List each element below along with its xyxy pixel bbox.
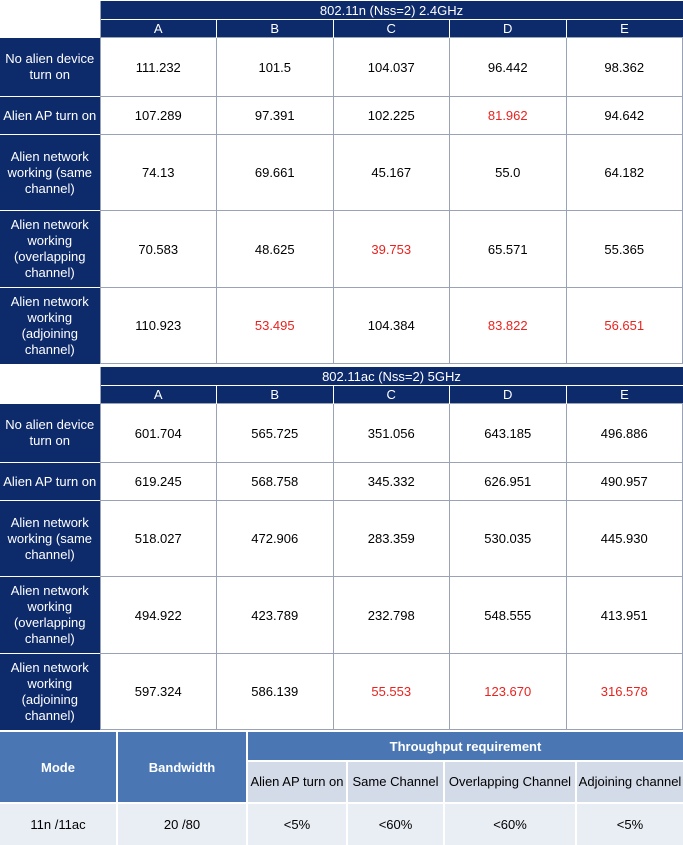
column-header-e: E	[566, 386, 683, 404]
table-cell: <5%	[248, 802, 348, 845]
row-header: Alien network working (same channel)	[0, 501, 100, 577]
table-cell: 64.182	[566, 135, 683, 211]
table-cell: <5%	[577, 802, 683, 845]
row-header: No alien device turn on	[0, 38, 100, 97]
row-header: No alien device turn on	[0, 404, 100, 463]
table-cell: 496.886	[566, 404, 683, 463]
table-cell: 530.035	[450, 501, 567, 577]
table-title: 802.11ac (Nss=2) 5GHz	[100, 367, 683, 386]
table-row	[0, 97, 683, 135]
table-row	[0, 288, 683, 364]
table-cell: 55.0	[450, 135, 567, 211]
table-cell: 413.951	[566, 577, 683, 654]
table-cell: <60%	[348, 802, 445, 845]
row-header: Alien network working (overlapping channel)	[0, 577, 100, 654]
column-header-d: D	[450, 386, 567, 404]
table-cell: 45.167	[333, 135, 450, 211]
table-cell: 110.923	[100, 288, 217, 364]
table-cell: 48.625	[217, 211, 334, 288]
table-cell: 98.362	[566, 38, 683, 97]
subheader-same-channel: Same Channel	[348, 760, 445, 802]
table-cell: 548.555	[450, 577, 567, 654]
table-cell: 351.056	[333, 404, 450, 463]
corner-blank	[0, 367, 100, 404]
table-cell: 494.922	[100, 577, 217, 654]
table-row	[0, 404, 683, 463]
table-cell: 626.951	[450, 463, 567, 501]
table-cell: 104.037	[333, 38, 450, 97]
subheader-adjoining-channel: Adjoining channel	[577, 760, 683, 802]
row-header: Alien AP turn on	[0, 97, 100, 135]
mode-value: 11n /11ac	[0, 802, 118, 845]
row-header: Alien network working (overlapping channel)	[0, 211, 100, 288]
table-row	[0, 38, 683, 97]
table-cell: 111.232	[100, 38, 217, 97]
table-cell: 107.289	[100, 97, 217, 135]
throughput-requirement-table	[0, 732, 683, 845]
table-cell: 518.027	[100, 501, 217, 577]
table-cell: 232.798	[333, 577, 450, 654]
table-cell: 74.13	[100, 135, 217, 211]
table-row	[0, 135, 683, 211]
table-cell: 568.758	[217, 463, 334, 501]
table-cell: 619.245	[100, 463, 217, 501]
column-header-b: B	[217, 386, 334, 404]
row-header: Alien AP turn on	[0, 463, 100, 501]
column-header-a: A	[100, 386, 217, 404]
subheader-alien-ap: Alien AP turn on	[248, 760, 348, 802]
table-cell: 97.391	[217, 97, 334, 135]
table-cell: 65.571	[450, 211, 567, 288]
table-row	[0, 211, 683, 288]
column-header-d: D	[450, 20, 567, 38]
subheader-overlapping-channel: Overlapping Channel	[445, 760, 577, 802]
column-header-c: C	[333, 20, 450, 38]
row-header: Alien network working (adjoining channel)	[0, 654, 100, 730]
mode-header: Mode	[0, 732, 118, 802]
results-table-24ghz	[0, 1, 683, 364]
table-row	[0, 654, 683, 730]
corner-blank	[0, 1, 100, 38]
bandwidth-value: 20 /80	[118, 802, 248, 845]
table-cell: 597.324	[100, 654, 217, 730]
throughput-requirement-header: Throughput requirement	[248, 732, 683, 760]
table-cell: 69.661	[217, 135, 334, 211]
table-cell: 55.365	[566, 211, 683, 288]
table-cell: 345.332	[333, 463, 450, 501]
column-header-b: B	[217, 20, 334, 38]
table-cell: 123.670	[450, 654, 567, 730]
table-cell: 55.553	[333, 654, 450, 730]
bandwidth-header: Bandwidth	[118, 732, 248, 802]
table-cell: 39.753	[333, 211, 450, 288]
table-cell: 283.359	[333, 501, 450, 577]
table-cell: 104.384	[333, 288, 450, 364]
table-cell: 96.442	[450, 38, 567, 97]
table-cell: 101.5	[217, 38, 334, 97]
table-cell: 53.495	[217, 288, 334, 364]
column-header-e: E	[566, 20, 683, 38]
table-cell: 102.225	[333, 97, 450, 135]
column-header-c: C	[333, 386, 450, 404]
table-cell: 565.725	[217, 404, 334, 463]
table-cell: 81.962	[450, 97, 567, 135]
row-header: Alien network working (adjoining channel)	[0, 288, 100, 364]
table-cell: 83.822	[450, 288, 567, 364]
table-row	[0, 501, 683, 577]
table-cell: 490.957	[566, 463, 683, 501]
table-cell: 70.583	[100, 211, 217, 288]
table-cell: <60%	[445, 802, 577, 845]
column-header-a: A	[100, 20, 217, 38]
table-cell: 94.642	[566, 97, 683, 135]
table-cell: 601.704	[100, 404, 217, 463]
table-cell: 423.789	[217, 577, 334, 654]
results-table-5ghz	[0, 367, 683, 730]
table-cell: 445.930	[566, 501, 683, 577]
table-row	[0, 577, 683, 654]
table-row	[0, 802, 683, 845]
table-title: 802.11n (Nss=2) 2.4GHz	[100, 1, 683, 20]
table-cell: 56.651	[566, 288, 683, 364]
table-cell: 316.578	[566, 654, 683, 730]
table-row	[0, 463, 683, 501]
table-cell: 586.139	[217, 654, 334, 730]
table-cell: 472.906	[217, 501, 334, 577]
row-header: Alien network working (same channel)	[0, 135, 100, 211]
table-cell: 643.185	[450, 404, 567, 463]
